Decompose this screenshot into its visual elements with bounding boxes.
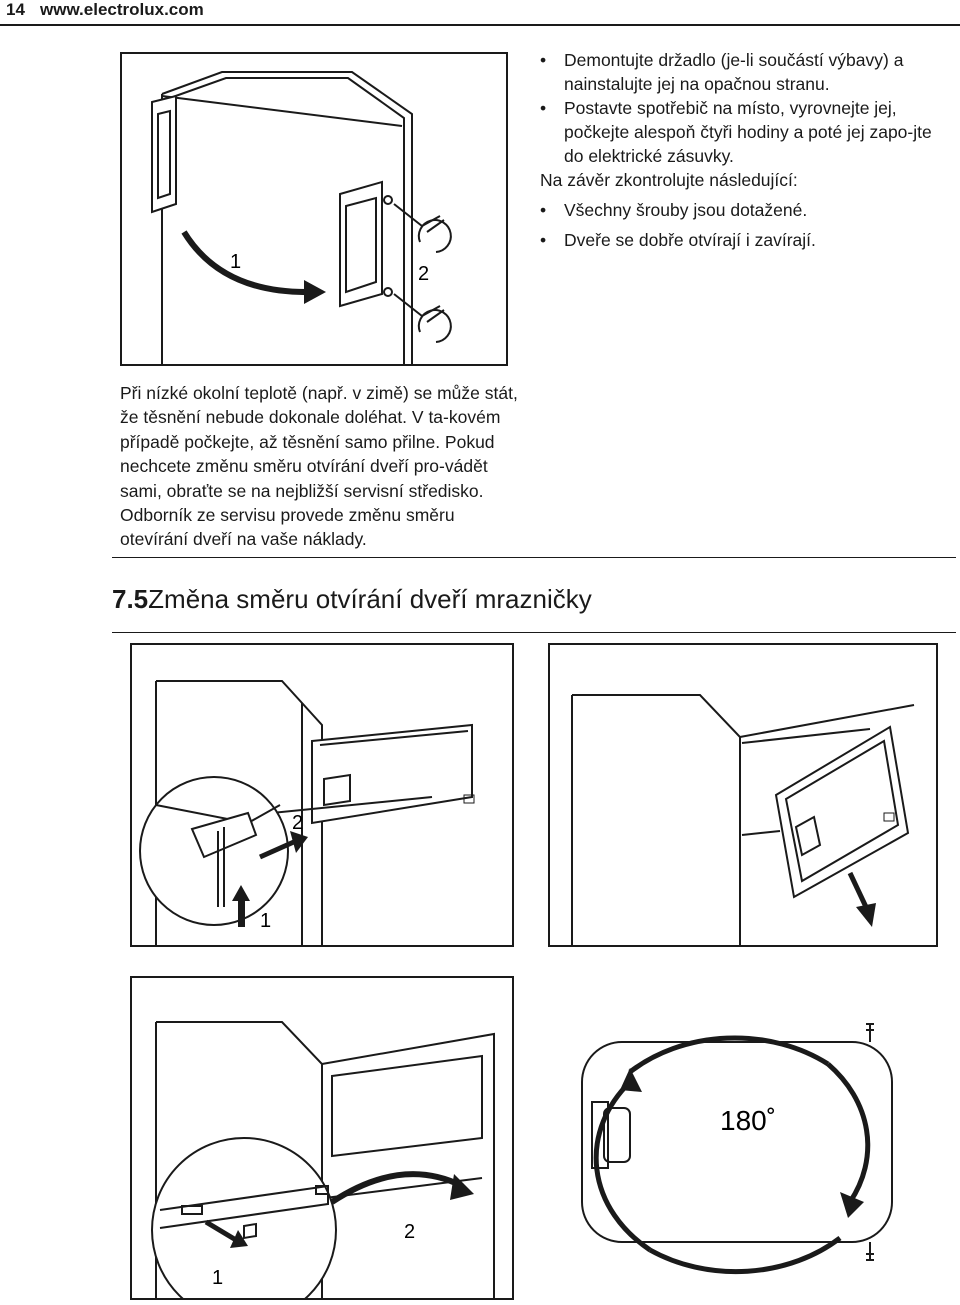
- check-item: • Dveře se dobře otvírají i zavírají.: [540, 228, 955, 252]
- figure-cover-swap: [130, 976, 514, 1300]
- check-item: • Všechny šrouby jsou dotažené.: [540, 198, 955, 222]
- handle-reversal-illustration: [122, 54, 506, 364]
- section-rule-top: [112, 557, 956, 558]
- section-title: Změna směru otvírání dveří mrazničky: [148, 584, 592, 614]
- cold-ambient-note: Při nízké okolní teplotě (např. v zimě) se může stát, že těsnění nebude dokonale doléhat. V ta-kovém případě počkejte, až těsnění samo přilne. Pokud nechcete změnu směru otvírání dveří pro-vádět sami, obraťte se na nejbližší servisní středisko. Odborník ze servisu provede změnu směru otevírání dveří na vaše náklady.: [120, 383, 518, 550]
- figure-door-rotation: [570, 1012, 950, 1300]
- rotation-angle-label: 180˚: [720, 1105, 777, 1136]
- figure-door-removal: [548, 643, 938, 947]
- cover-step1-label: 1: [212, 1267, 224, 1289]
- section-heading: [112, 584, 592, 615]
- hinge-removal-illustration: [132, 645, 512, 945]
- cover-step2-label: 2: [404, 1221, 416, 1243]
- handle-step1-label: 1: [230, 251, 242, 273]
- hinge-step2-label: 2: [292, 812, 304, 834]
- door-rotation-illustration: [570, 1012, 950, 1300]
- section-rule-bottom: [112, 632, 956, 633]
- cover-swap-illustration: [132, 978, 512, 1298]
- figure-handle-reversal: [120, 52, 508, 366]
- figure-hinge-removal: [130, 643, 514, 947]
- page-number: 14: [6, 0, 25, 19]
- section-number: 7.5: [112, 584, 149, 614]
- door-removal-illustration: [550, 645, 936, 945]
- bullet-item: • Postavte spotřebič na místo, vyrovnejte jej, počkejte alespoň čtyři hodiny a poté jej zapo-jte do elektrické zásuvky.: [540, 96, 955, 168]
- header-url: www.electrolux.com: [40, 0, 204, 19]
- handle-step2-label: 2: [418, 263, 430, 285]
- check-intro: Na závěr zkontrolujte následující:: [540, 170, 798, 190]
- hinge-step1-label: 1: [260, 910, 272, 932]
- header-rule: [0, 24, 960, 26]
- final-check-list: [540, 48, 955, 252]
- bullet-item: • Demontujte držadlo (je-li součástí výbavy) a nainstalujte jej na opačnou stranu.: [540, 48, 955, 96]
